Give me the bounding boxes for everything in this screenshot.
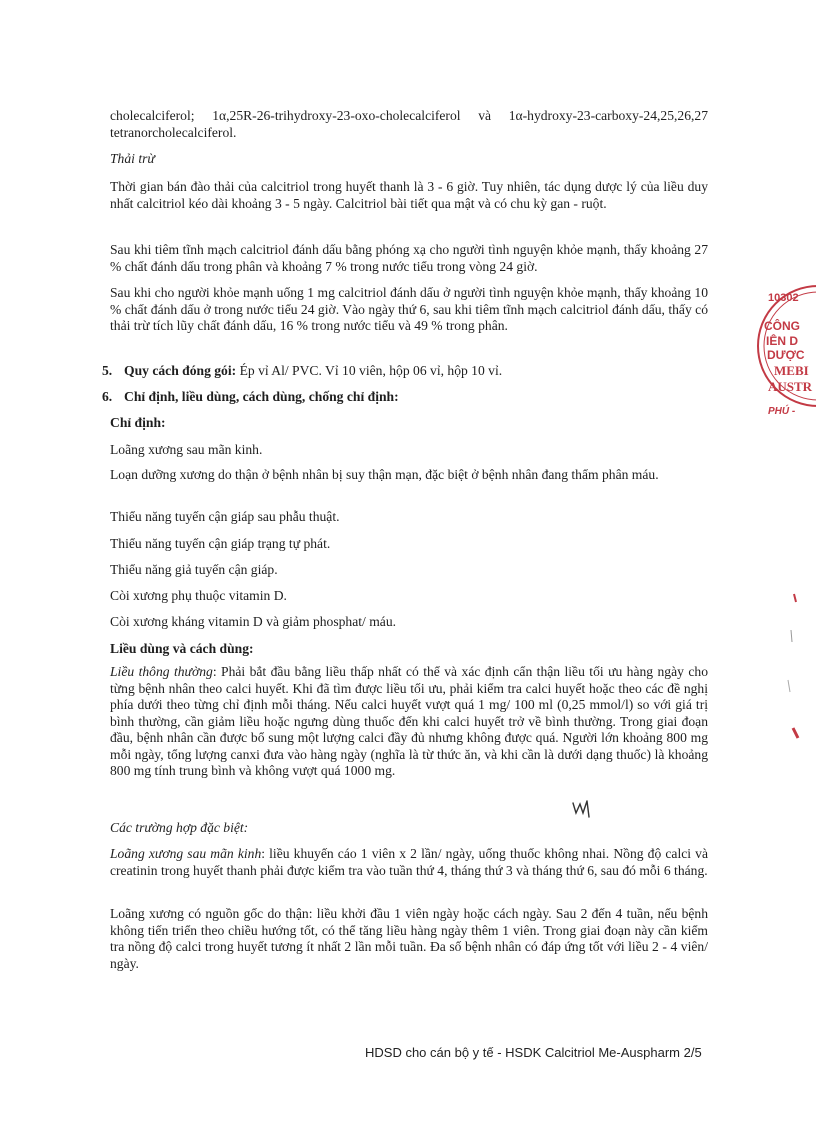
- initials-signature: [570, 795, 600, 821]
- stamp-line-5: MEBI: [774, 363, 809, 378]
- usual-dose-label: Liều thông thường: [110, 664, 213, 679]
- stamp-line-4: DƯỢC: [767, 348, 805, 362]
- heading-thai-tru: Thải trừ: [110, 151, 155, 166]
- paragraph-oral-excretion: Sau khi cho người khỏe mạnh uống 1 mg calcitriol đánh dấu ở người tình nguyện khỏe mạnh, thấy khoảng 10 % chất đánh dấu ở trong nước tiểu 24 giờ. Vào ngày thứ 6, sau khi tiêm tĩnh mạch calcitriol đánh dấu, thấy có thải trừ tích lũy chất đánh dấu, 16 % trong nước tiểu và 49 % trong phân.: [110, 285, 708, 333]
- indication-5: Thiểu năng giả tuyến cận giáp.: [110, 562, 278, 577]
- item-5-text: Ép vỉ Al/ PVC. Vỉ 10 viên, hộp 06 vỉ, hộp 10 vỉ.: [236, 363, 503, 378]
- edge-marks: [776, 590, 799, 750]
- indication-7: Còi xương kháng vitamin D và giảm phosphat/ máu.: [110, 614, 397, 629]
- paragraph-iv-excretion: Sau khi tiêm tĩnh mạch calcitriol đánh dấu bằng phóng xạ cho người tình nguyện khỏe mạnh, thấy khoảng 27 % chất đánh dấu trong phân và khoảng 7 % trong nước tiểu trong vòng 24 giờ.: [110, 242, 708, 274]
- indication-4: Thiểu năng tuyến cận giáp trạng tự phát.: [110, 536, 331, 551]
- paragraph-usual-dose: [110, 664, 708, 780]
- item-6-label: Chỉ định, liều dùng, cách dùng, chống chỉ định:: [124, 389, 399, 404]
- item-6-number: 6.: [102, 389, 113, 404]
- indication-1: Loãng xương sau mãn kinh.: [110, 442, 263, 457]
- item-5-packaging: [102, 363, 708, 380]
- paragraph-metabolites: cholecalciferol; 1α,25R-26-trihydroxy-23-oxo-cholecalciferol và 1α-hydroxy-23-carboxy-24,25,26,27 tetranorcholecalciferol.: [110, 108, 708, 140]
- stamp-line-2: CÔNG: [764, 319, 800, 333]
- paragraph-half-life: Thời gian bán đào thải của calcitriol trong huyết thanh là 3 - 6 giờ. Tuy nhiên, tác dụng dược lý của liều duy nhất calcitriol kéo dài khoảng 3 - 5 ngày. Calcitriol bài tiết qua mật và có chu kỳ gan - ruột.: [110, 179, 708, 211]
- item-5-label: Quy cách đóng gói:: [124, 363, 237, 378]
- paragraph-postmenopausal: [110, 846, 708, 879]
- indication-6: Còi xương phụ thuộc vitamin D.: [110, 588, 287, 603]
- stamp-line-7: PHÚ -: [768, 406, 796, 417]
- stamp-line-1: 10302: [768, 292, 799, 304]
- item-5-number: 5.: [102, 363, 113, 378]
- usual-dose-text: : Phải bắt đầu bằng liều thấp nhất có thể và xác định cẩn thận liều tối ưu hàng ngày cho từng bệnh nhân theo calci huyết. Khi đã tìm được liều tối ưu, phải kiểm tra calci huyết hoặc theo các đề nghị phía dưới theo từng chỉ định mỗi tháng. Nếu calci huyết vượt quá 1 mg/ 100 ml (0,25 mmol/l) so với giá trị bình thường, cần giảm liều hoặc ngưng dùng thuốc đến khi calci huyết trở về bình thường. Trong giai đoạn đầu, bệnh nhân cần được bổ sung một lượng calci đầy đủ nhưng không được quá. Người lớn khoảng 800 mg mỗi ngày, tổng lượng canxi đưa vào hàng ngày (nghĩa là từ thức ăn, và khi cần là dưới dạng thuốc) là khoảng 800 mg tính trung bình và không vượt quá 1000 mg.: [110, 664, 708, 778]
- heading-lieu-dung: Liều dùng và cách dùng:: [110, 641, 254, 656]
- stamp-line-6: AUSTR: [768, 379, 813, 394]
- postmenopausal-label: Loãng xương sau mãn kinh: [110, 846, 262, 861]
- red-stamp: [756, 276, 816, 444]
- heading-special-cases: Các trường hợp đặc biệt:: [110, 820, 249, 835]
- page-footer: HDSD cho cán bộ y tế - HSDK Calcitriol Me-Auspharm 2/5: [365, 1045, 702, 1060]
- item-6-heading: [102, 389, 708, 406]
- indication-2: Loạn dưỡng xương do thận ở bệnh nhân bị suy thận mạn, đặc biệt ở bệnh nhân đang thẩm phân máu.: [110, 467, 659, 482]
- postmenopausal-text: : liều khuyến cáo 1 viên x 2 lần/ ngày, uống thuốc không nhai. Nồng độ calci và creatinin trong huyết thanh phải được kiểm tra vào tuần thứ 4, tháng thứ 3 và tháng thứ 6, sau đó mỗi 6 tháng.: [110, 846, 708, 878]
- indication-3: Thiểu năng tuyến cận giáp sau phẫu thuật.: [110, 509, 340, 524]
- stamp-line-3: IÊN D: [766, 334, 799, 348]
- heading-chi-dinh: Chỉ định:: [110, 415, 166, 430]
- paragraph-renal-osteoporosis: Loãng xương có nguồn gốc do thận: liều khởi đầu 1 viên ngày hoặc cách ngày. Sau 2 đến 4 tuần, nếu bệnh không tiến triển theo chiều hướng tốt, có thể tăng liều hàng ngày thêm 1 viên. Trong giai đoạn này cần kiểm tra nồng độ calci trong huyết tương ít nhất 2 lần mỗi tuần. Đa số bệnh nhân có đáp ứng tốt với liều 2 - 4 viên/ ngày.: [110, 906, 708, 971]
